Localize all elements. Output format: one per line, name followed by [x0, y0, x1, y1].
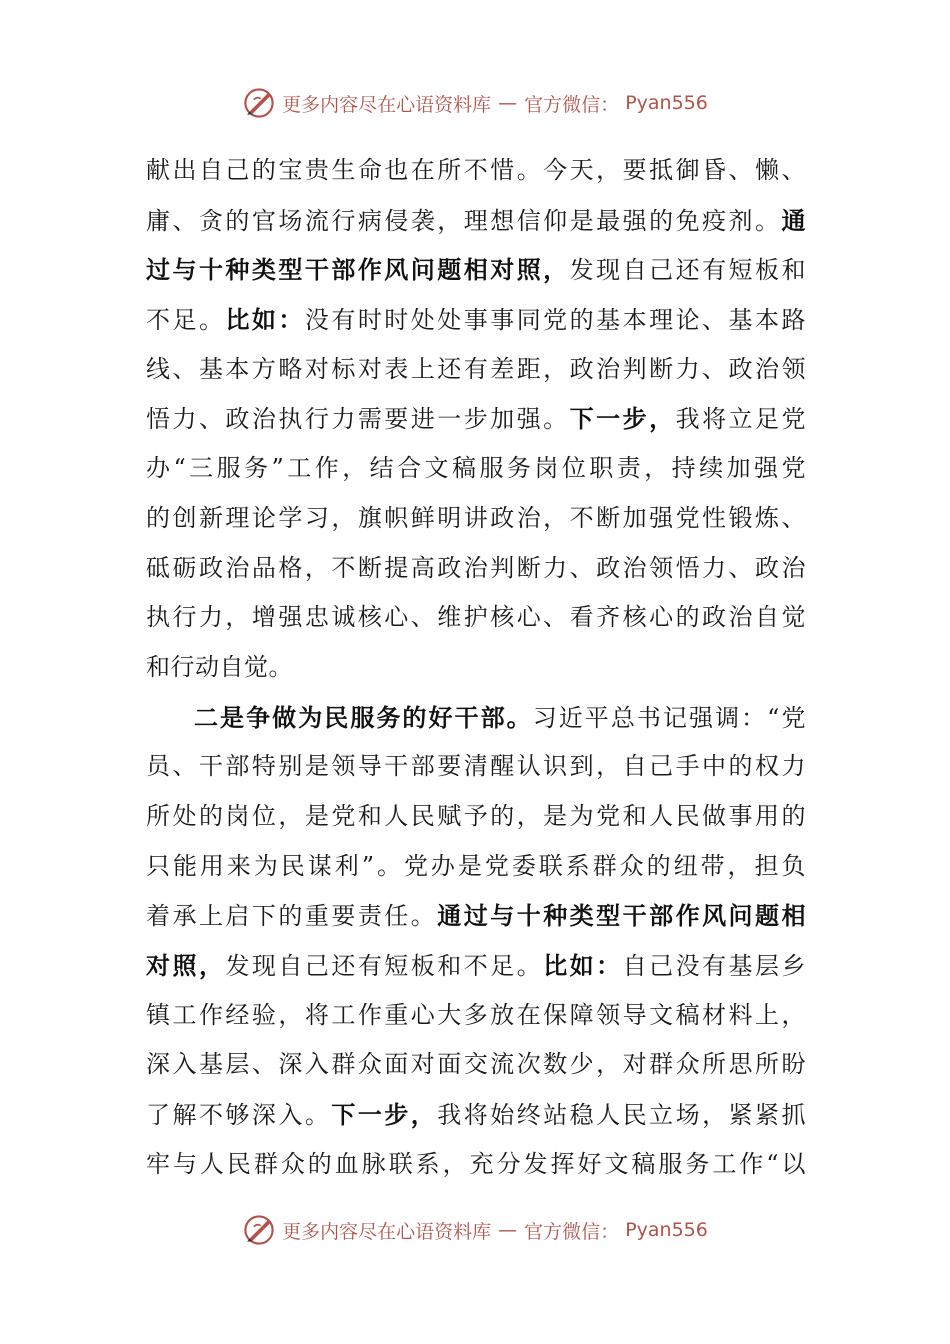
header-wechat-label: 官方微信：: [524, 93, 620, 116]
body-line: 镇工作经验，将工作重心大多放在保障领导文稿材料上，: [146, 1000, 806, 1029]
pen-circle-logo-icon: [242, 86, 276, 120]
footer-watermark-dash: —: [498, 1219, 518, 1241]
body-line: 所处的岗位，是党和人民赋予的，是为党和人民做事用的: [146, 801, 806, 830]
body-line: 和行动自觉。: [146, 652, 293, 681]
footer-watermark: [0, 1213, 950, 1247]
body-line: 了解不够深入。下一步，我将始终站稳人民立场，紧紧抓: [146, 1100, 807, 1130]
header-wechat-id: Pyan556: [625, 92, 708, 114]
footer-wechat-label: 官方微信：: [524, 1220, 620, 1243]
footer-watermark-text: 更多内容尽在心语资料库: [282, 1220, 492, 1243]
header-watermark-dash: —: [498, 92, 518, 114]
header-watermark-text: 更多内容尽在心语资料库: [282, 93, 492, 116]
body-line: 悟力、政治执行力需要进一步加强。下一步，我将立足党: [146, 404, 807, 434]
body-line: 着承上启下的重要责任。通过与十种类型干部作风问题相: [146, 901, 807, 931]
body-line: 过与十种类型干部作风问题相对照，发现自己还有短板和: [146, 255, 807, 285]
body-line: 只能用来为民谋利”。党办是党委联系群众的纽带，担负: [146, 851, 806, 880]
document-body: [146, 146, 806, 1189]
body-line: 的创新理论学习，旗帜鲜明讲政治，不断加强党性锻炼、: [146, 503, 806, 532]
body-line: 不足。比如：没有时时处处事事同党的基本理论、基本路: [146, 305, 806, 335]
body-line: 庸、贪的官场流行病侵袭，理想信仰是最强的免疫剂。通: [146, 205, 806, 235]
body-line: 执行力，增强忠诚核心、维护核心、看齐核心的政治自觉: [146, 603, 806, 632]
footer-wechat-id: Pyan556: [625, 1219, 708, 1241]
header-watermark: [0, 86, 950, 120]
body-line: 深入基层、深入群众面对面交流次数少，对群众所思所盼: [146, 1050, 806, 1079]
body-line: 员、干部特别是领导干部要清醒认识到，自己手中的权力: [146, 752, 806, 781]
body-line: 砥砺政治品格，不断提高政治判断力、政治领悟力、政治: [146, 553, 806, 582]
body-line: 牢与人民群众的血脉联系，充分发挥好文稿服务工作“以: [146, 1149, 806, 1178]
body-line: 献出自己的宝贵生命也在所不惜。今天，要抵御昏、懒、: [146, 156, 806, 184]
body-line: 办“三服务”工作，结合文稿服务岗位职责，持续加强党: [146, 454, 806, 483]
pen-circle-logo-icon: [242, 1213, 276, 1247]
body-line: 对照，发现自己还有短板和不足。比如：自己没有基层乡: [146, 951, 806, 980]
body-line: 二是争做为民服务的好干部。习近平总书记强调：“党: [194, 702, 807, 732]
body-line: 线、基本方略对标对表上还有差距，政治判断力、政治领: [146, 354, 806, 383]
